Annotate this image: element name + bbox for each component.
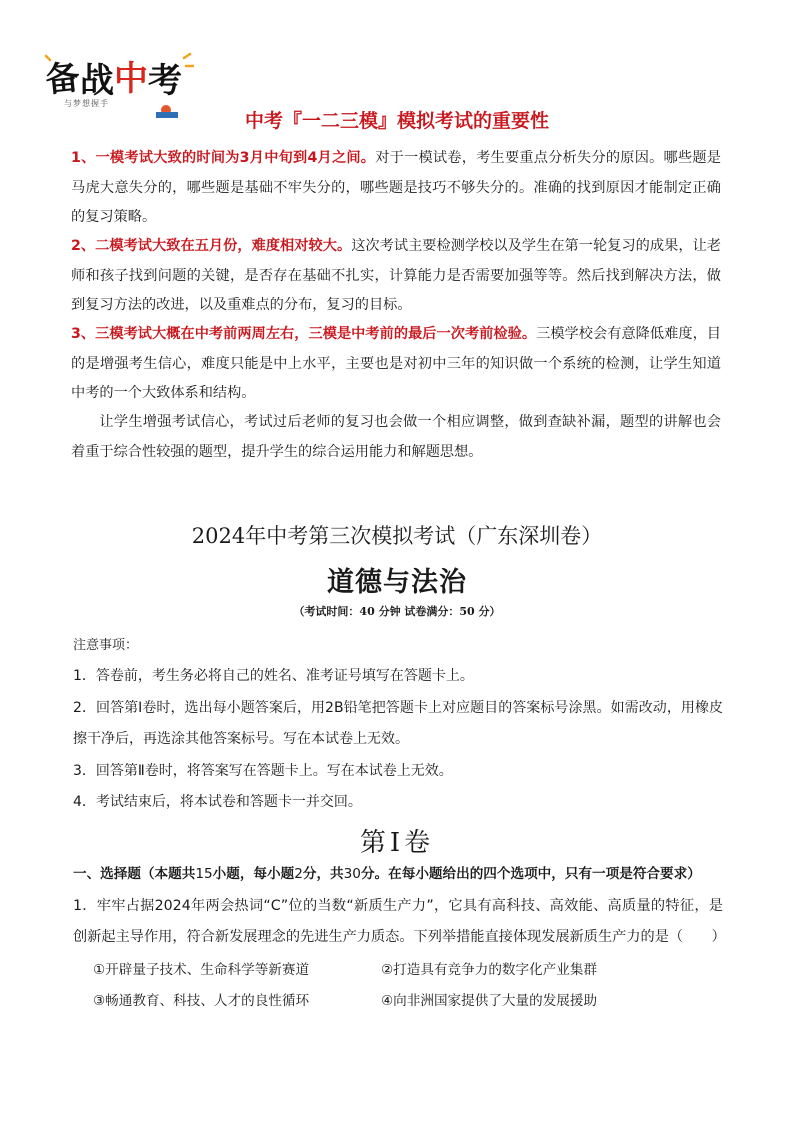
exam-title: 2024年中考第三次模拟考试（广东深圳卷） — [191, 524, 603, 548]
svg-text:中: 中 — [114, 59, 148, 99]
exam-meta: （考试时间：40 分钟 试卷满分：50 分） — [293, 605, 501, 618]
section-heading: 一、选择题（本题共15小题，每小题2分，共30分。在每小题给出的四个选项中，只有一项是符合要求） — [73, 866, 701, 882]
notice-item-2: 2．回答第Ⅰ卷时，选出每小题答案后，用2B铅笔把答题卡上对应题目的答案标号涂黑。如需改动，用橡皮擦干净后，再选涂其他答案标号。写在本试卷上无效。 — [73, 700, 723, 747]
promo-closing: 让学生增强考试信心，考试过后老师的复习也会做一个相应调整，做到查缺补漏，题型的讲解也会着重于综合性较强的题型，提升学生的综合运用能力和解题思想。 — [71, 414, 721, 460]
promo-title: 中考『一二三模』模拟考试的重要性 — [244, 110, 549, 132]
volume-heading: 第Ⅰ卷 — [359, 828, 435, 858]
notice-item-1: 1．答卷前，考生务必将自己的姓名、准考证号填写在答题卡上。 — [73, 668, 474, 684]
exam-subject: 道德与法治 — [327, 567, 467, 598]
svg-text:战: 战 — [80, 61, 114, 101]
svg-text:考: 考 — [148, 61, 182, 101]
question-1-option-3: ③畅通教育、科技、人才的良性循环 — [93, 993, 310, 1009]
notice-item-3: 3．回答第Ⅱ卷时，将答案写在答题卡上。写在本试卷上无效。 — [73, 763, 453, 779]
promo-item-3: 3、三模考试大概在中考前两周左右，三模是中考前的最后一次考前检验。三模学校会有意降低难度，目的是增强考生信心，难度只能是中上水平，主要也是对初中三年的知识做一个系统的检测，让学生知道中考的一个大致体系和结构。 — [71, 326, 721, 401]
logo-subtitle: 与梦想握手 — [64, 99, 109, 108]
notice-item-4: 4．考试结束后，将本试卷和答题卡一并交回。 — [73, 794, 362, 810]
question-1-option-2: ②打造具有竞争力的数字化产业集群 — [381, 962, 598, 978]
question-1-option-4: ④向非洲国家提供了大量的发展援助 — [381, 993, 598, 1009]
svg-text:备: 备 — [44, 57, 82, 101]
question-1-option-1: ①开辟量子技术、生命科学等新赛道 — [93, 962, 310, 978]
question-1-stem: 1．牢牢占据2024年两会热词“C”位的当数“新质生产力”，它具有高科技、高效能、高质量的特征，是创新起主导作用，符合新发展理念的先进生产力质态。下列举措能直接体现发展新质生产力的是（ ） — [73, 898, 726, 945]
promo-item-2: 2、二模考试大致在五月份，难度相对较大。这次考试主要检测学校以及学生在第一轮复习的成果，让老师和孩子找到问题的关键，是否存在基础不扎实，计算能力是否需要加强等等。然后找到解决方法，做到复习方法的改进，以及重难点的分布，复习的目标。 — [71, 238, 721, 313]
notice-heading: 注意事项： — [73, 638, 139, 653]
promo-item-1: 1、一模考试大致的时间为3月中旬到4月之间。对于一模试卷，考生要重点分析失分的原因。哪些题是马虎大意失分的，哪些题是基础不牢失分的，哪些题是技巧不够失分的。准确的找到原因才能制定正确的复习策略。 — [71, 150, 721, 225]
